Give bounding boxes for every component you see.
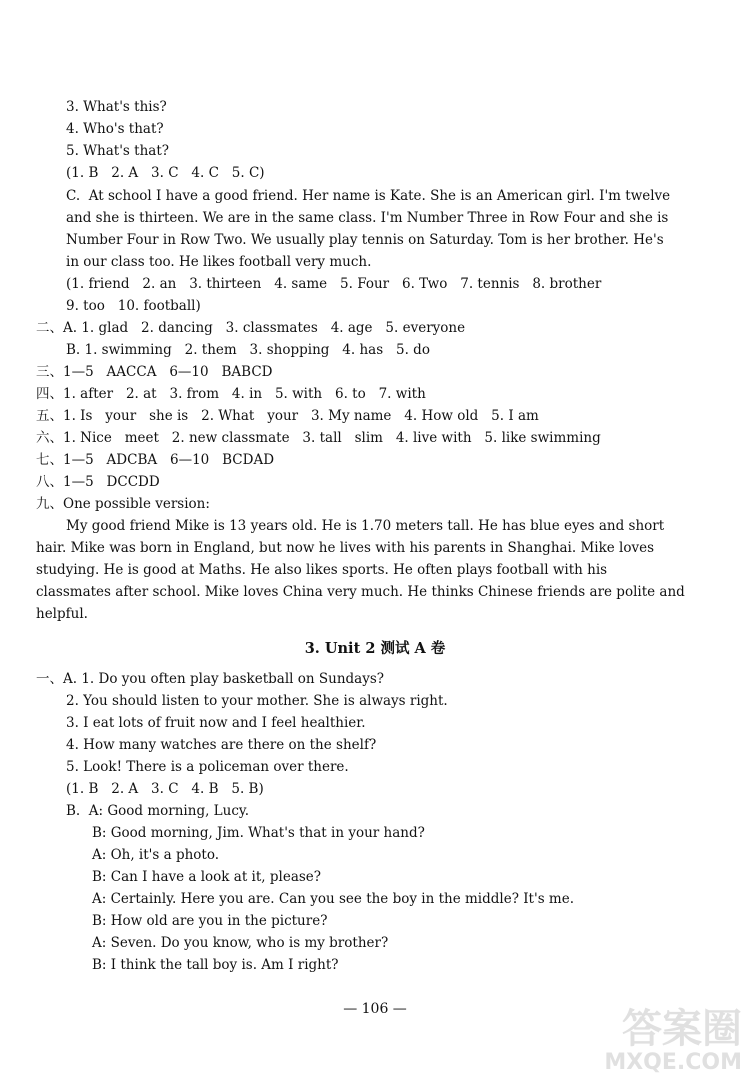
text-line: classmates after school. Mike loves China very much. He thinks Chinese friends are polite and: [36, 584, 685, 600]
text-line: 2. You should listen to your mother. She is always right.: [66, 693, 448, 709]
text-line: 4. How many watches are there on the shelf?: [66, 737, 377, 753]
section-title: 3. Unit 2 测试 A 卷: [304, 640, 446, 657]
text-line: Number Four in Row Two. We usually play tennis on Saturday. Tom is her brother. He's: [66, 232, 664, 248]
text-line: 五、1. Is your she is 2. What your 3. My name 4. How old 5. I am: [36, 408, 539, 424]
text-line: studying. He is good at Maths. He also likes sports. He often plays football with his: [36, 562, 608, 578]
text-line: 一、A. 1. Do you often play basketball on Sundays?: [36, 671, 385, 687]
text-line: C. At school I have a good friend. Her name is Kate. She is an American girl. I'm twelve: [66, 188, 671, 204]
text-line: 四、1. after 2. at 3. from 4. in 5. with 6. to 7. with: [36, 386, 426, 402]
text-line: helpful.: [36, 606, 88, 622]
text-line: B: Good morning, Jim. What's that in your hand?: [92, 825, 425, 841]
text-line: 八、1—5 DCCDD: [36, 474, 160, 490]
text-line: 3. What's this?: [66, 99, 167, 115]
text-line: A: Seven. Do you know, who is my brother?: [92, 935, 389, 951]
text-line: 七、1—5 ADCBA 6—10 BCDAD: [36, 452, 275, 468]
text-line: (1. B 2. A 3. C 4. C 5. C): [66, 165, 265, 181]
text-line: B. A: Good morning, Lucy.: [66, 803, 250, 819]
text-line: 3. I eat lots of fruit now and I feel healthier.: [66, 715, 366, 731]
text-line: hair. Mike was born in England, but now he lives with his parents in Shanghai. Mike loves: [36, 540, 655, 556]
watermark-url: MXQE.COM: [604, 1050, 742, 1075]
text-line: and she is thirteen. We are in the same class. I'm Number Three in Row Four and she is: [66, 210, 669, 226]
page-number: — 106 —: [343, 1001, 407, 1017]
text-line: 六、1. Nice meet 2. new classmate 3. tall slim 4. live with 5. like swimming: [36, 430, 601, 446]
text-line: B. 1. swimming 2. them 3. shopping 4. has 5. do: [66, 342, 430, 358]
text-line: in our class too. He likes football very much.: [66, 254, 372, 270]
text-line: A: Oh, it's a photo.: [92, 847, 220, 863]
text-line: B: I think the tall boy is. Am I right?: [92, 957, 339, 973]
text-line: 三、1—5 AACCA 6—10 BABCD: [36, 364, 273, 380]
watermark-text: 答案圈: [622, 1006, 742, 1052]
text-line: 九、One possible version:: [36, 496, 210, 512]
text-line: (1. B 2. A 3. C 4. B 5. B): [66, 781, 264, 797]
text-line: 5. Look! There is a policeman over there.: [66, 759, 349, 775]
text-line: B: How old are you in the picture?: [92, 913, 328, 929]
text-line: A: Certainly. Here you are. Can you see the boy in the middle? It's me.: [92, 891, 574, 907]
text-line: 4. Who's that?: [66, 121, 164, 137]
text-line: B: Can I have a look at it, please?: [92, 869, 322, 885]
text-line: 二、A. 1. glad 2. dancing 3. classmates 4. age 5. everyone: [36, 320, 466, 336]
watermark-logo: [604, 1008, 742, 1075]
text-line: 5. What's that?: [66, 143, 169, 159]
text-line: My good friend Mike is 13 years old. He is 1.70 meters tall. He has blue eyes and short: [66, 518, 665, 534]
text-line: (1. friend 2. an 3. thirteen 4. same 5. Four 6. Two 7. tennis 8. brother: [66, 276, 602, 292]
text-line: 9. too 10. football): [66, 298, 201, 314]
